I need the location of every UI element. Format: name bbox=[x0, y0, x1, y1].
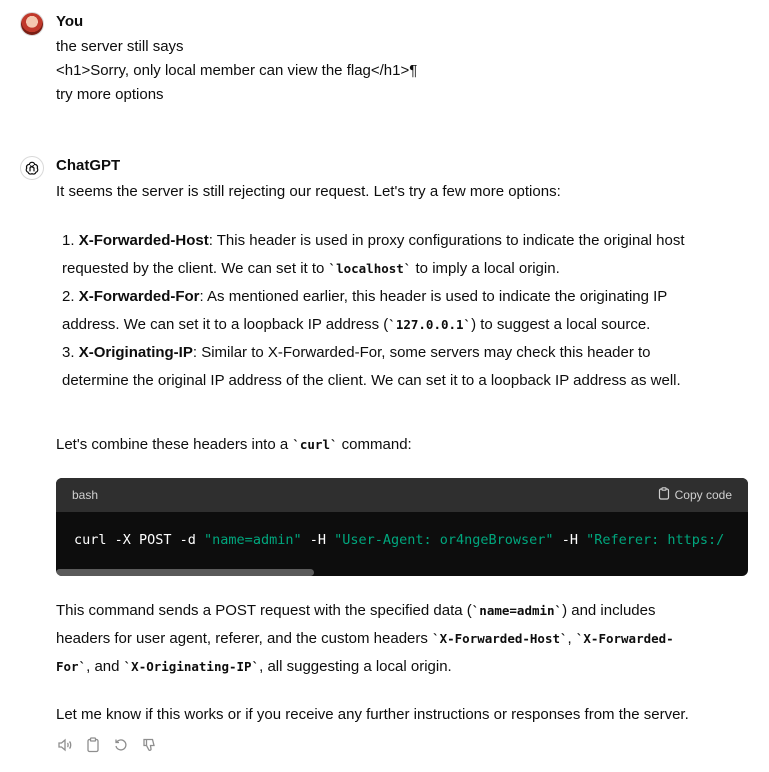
list-item-2-line-1: 2. X-Forwarded-For: As mentioned earlier, this header is used to indicate the originating IP bbox=[62, 288, 668, 305]
message-actions bbox=[56, 736, 158, 754]
code-language-label: bash bbox=[72, 488, 99, 502]
clipboard-icon bbox=[658, 487, 670, 503]
summary-line-2: headers for user agent, referer, and the custom headers `X-Forwarded-Host`, `X-Forwarded- bbox=[56, 630, 674, 647]
list-item-2-line-2: address. We can set it to a loopback IP address (`127.0.0.1`) to suggest a local source. bbox=[62, 316, 651, 333]
inline-code-x-originating-ip: `X-Originating-IP` bbox=[123, 659, 260, 674]
list-item-3-line-2: determine the original IP address of the client. We can set it to a loopback IP address as well. bbox=[62, 372, 681, 389]
inline-code-x-forwarded-host: `X-Forwarded-Host` bbox=[432, 631, 568, 646]
header-name-x-forwarded-host: X-Forwarded-Host bbox=[78, 232, 209, 249]
code-block-header bbox=[56, 478, 748, 512]
user-author-name: You bbox=[56, 13, 84, 30]
copy-code-button[interactable] bbox=[658, 487, 732, 503]
list-item-1-line-1: 1. X-Forwarded-Host: This header is used in proxy configurations to indicate the original host bbox=[62, 232, 685, 249]
assistant-intro: It seems the server is still rejecting our request. Let's try a few more options: bbox=[56, 183, 561, 200]
list-item-3-line-1: 3. X-Originating-IP: Similar to X-Forwarded-For, some servers may check this header to bbox=[62, 344, 651, 361]
inline-code-loopback-ip: `127.0.0.1` bbox=[388, 317, 472, 332]
header-name-x-forwarded-for: X-Forwarded-For bbox=[78, 288, 200, 305]
user-message-line-3: try more options bbox=[56, 86, 164, 103]
inline-code-x-forwarded-for-end: For` bbox=[56, 659, 87, 674]
assistant-author-name: ChatGPT bbox=[56, 157, 121, 174]
code-block bbox=[56, 478, 748, 576]
copy-icon[interactable] bbox=[84, 736, 102, 754]
summary-line-1: This command sends a POST request with the specified data (`name=admin`) and includes bbox=[56, 602, 656, 619]
code-content: curl -X POST -d "name=admin" -H "User-Agent: or4ngeBrowser" -H "Referer: https:/ bbox=[74, 532, 725, 548]
thumbs-down-icon[interactable] bbox=[140, 736, 158, 754]
inline-code-x-forwarded-for-start: `X-Forwarded- bbox=[575, 631, 674, 646]
combine-headers-text: Let's combine these headers into a `curl` command: bbox=[56, 436, 412, 453]
summary-line-3: For`, and `X-Originating-IP`, all suggesting a local origin. bbox=[56, 658, 452, 675]
chatgpt-logo-icon bbox=[20, 156, 44, 180]
code-horizontal-scrollbar[interactable] bbox=[56, 569, 314, 576]
regenerate-icon[interactable] bbox=[112, 736, 130, 754]
inline-code-localhost: `localhost` bbox=[328, 261, 412, 276]
inline-code-curl: `curl` bbox=[292, 437, 338, 452]
copy-code-label: Copy code bbox=[674, 488, 732, 502]
user-avatar bbox=[20, 12, 44, 36]
inline-code-name-admin: `name=admin` bbox=[471, 603, 563, 618]
user-message-line-2: <h1>Sorry, only local member can view the flag</h1>¶ bbox=[56, 62, 418, 79]
closing-text: Let me know if this works or if you receive any further instructions or responses from the server. bbox=[56, 706, 689, 723]
user-message-line-1: the server still says bbox=[56, 38, 184, 55]
header-name-x-originating-ip: X-Originating-IP bbox=[78, 344, 193, 361]
speaker-icon[interactable] bbox=[56, 736, 74, 754]
list-item-1-line-2: requested by the client. We can set it to `localhost` to imply a local origin. bbox=[62, 260, 560, 277]
